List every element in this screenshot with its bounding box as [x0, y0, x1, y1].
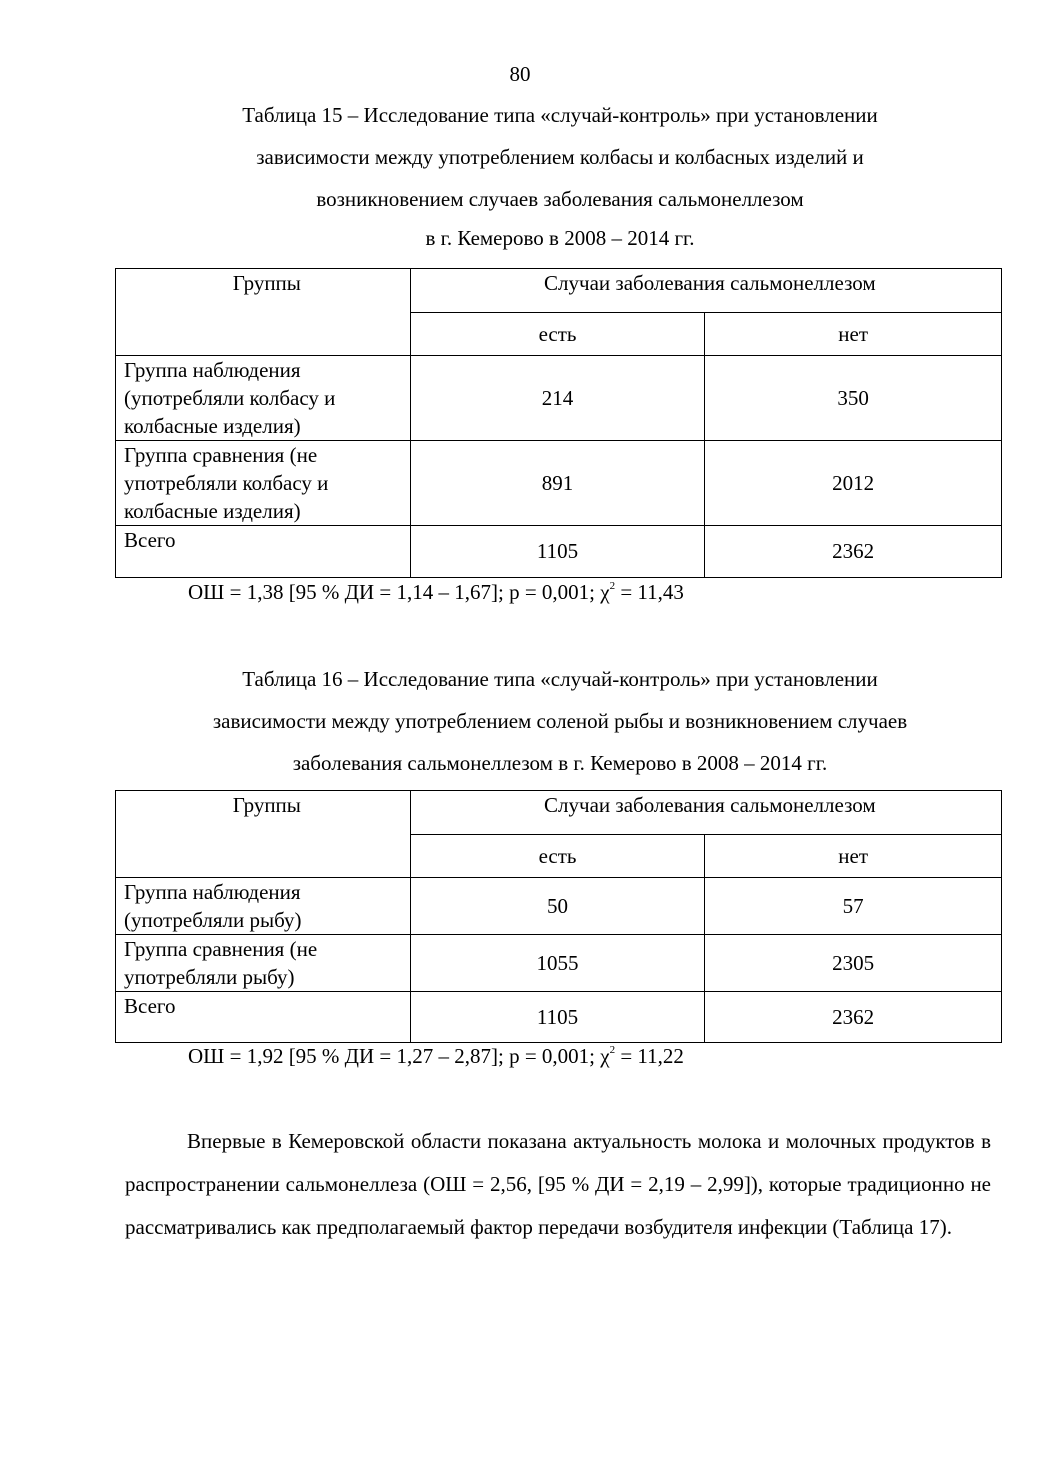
body-paragraph — [125, 1120, 991, 1249]
label-line: колбасные изделия) — [124, 499, 301, 523]
caption-line: Таблица 15 – Исследование типа «случай-контроль» при установлении — [242, 103, 878, 127]
table-15 — [115, 268, 1002, 578]
cell-yes: 50 — [410, 878, 705, 935]
stats-text: ОШ = 1,38 [95 % ДИ = 1,14 – 1,67]; р = 0,001; χ — [188, 580, 610, 604]
row-label — [116, 356, 411, 441]
cell-yes: 891 — [410, 441, 705, 526]
label-line: Группа сравнения (не — [124, 937, 318, 961]
header-cases: Случаи заболевания сальмонеллезом — [410, 269, 1001, 313]
table-row — [116, 992, 1002, 1043]
cell-yes: 1105 — [410, 992, 705, 1043]
cell-no: 2362 — [705, 526, 1002, 578]
label-line: колбасные изделия) — [124, 414, 301, 438]
table-row — [116, 526, 1002, 578]
table-15-stats — [188, 580, 684, 605]
table-row — [116, 441, 1002, 526]
table-row — [116, 935, 1002, 992]
header-groups: Группы — [116, 791, 411, 878]
stats-text: = 11,43 — [615, 580, 684, 604]
cell-no: 2012 — [705, 441, 1002, 526]
table-16 — [115, 790, 1002, 1043]
header-yes: есть — [410, 313, 705, 356]
label-line: употребляли колбасу и — [124, 471, 329, 495]
table-row — [116, 878, 1002, 935]
caption-line: в г. Кемерово в 2008 – 2014 гг. — [425, 226, 695, 250]
caption-line: зависимости между употреблением соленой рыбы и возникновением случаев — [212, 709, 908, 733]
row-label: Всего — [116, 526, 411, 578]
stats-text: = 11,22 — [615, 1044, 684, 1068]
header-no: нет — [705, 835, 1002, 878]
cell-no: 57 — [705, 878, 1002, 935]
row-label: Всего — [116, 992, 411, 1043]
header-no: нет — [705, 313, 1002, 356]
row-label — [116, 935, 411, 992]
label-line: (употребляли рыбу) — [124, 908, 302, 932]
table-row — [116, 356, 1002, 441]
row-label — [116, 441, 411, 526]
cell-yes: 1055 — [410, 935, 705, 992]
stats-superscript: 2 — [609, 1044, 616, 1056]
label-line: употребляли рыбу) — [124, 965, 295, 989]
paragraph-text: Впервые в Кемеровской области показана актуальность молока и молочных продуктов в распространении сальмонеллеза (ОШ = 2,56, [95 % ДИ = 2,19 – 2,99]), которые традиционно не рассматривались как предполагаемый фактор передачи возбудителя инфекции (Таблица 17). — [125, 1129, 991, 1239]
cell-yes: 214 — [410, 356, 705, 441]
cell-no: 350 — [705, 356, 1002, 441]
cell-no: 2362 — [705, 992, 1002, 1043]
header-groups: Группы — [116, 269, 411, 356]
header-cases: Случаи заболевания сальмонеллезом — [410, 791, 1001, 835]
table-16-caption — [100, 658, 1020, 784]
label-line: Группа наблюдения — [124, 358, 301, 382]
cell-yes: 1105 — [410, 526, 705, 578]
caption-line: зависимости между употреблением колбасы и колбасных изделий и — [256, 145, 864, 169]
label-line: (употребляли колбасу и — [124, 386, 336, 410]
caption-line: возникновением случаев заболевания сальмонеллезом — [316, 187, 804, 211]
table-16-stats — [188, 1044, 684, 1069]
cell-no: 2305 — [705, 935, 1002, 992]
page-number: 80 — [509, 62, 531, 86]
table-15-caption — [100, 94, 1020, 256]
row-label — [116, 878, 411, 935]
stats-superscript: 2 — [609, 580, 616, 592]
header-yes: есть — [410, 835, 705, 878]
label-line: Группа наблюдения — [124, 880, 301, 904]
stats-text: ОШ = 1,92 [95 % ДИ = 1,27 – 2,87]; р = 0,001; χ — [188, 1044, 610, 1068]
label-line: Группа сравнения (не — [124, 443, 318, 467]
caption-line: заболевания сальмонеллезом в г. Кемерово в 2008 – 2014 гг. — [292, 751, 828, 775]
caption-line: Таблица 16 – Исследование типа «случай-контроль» при установлении — [242, 667, 878, 691]
